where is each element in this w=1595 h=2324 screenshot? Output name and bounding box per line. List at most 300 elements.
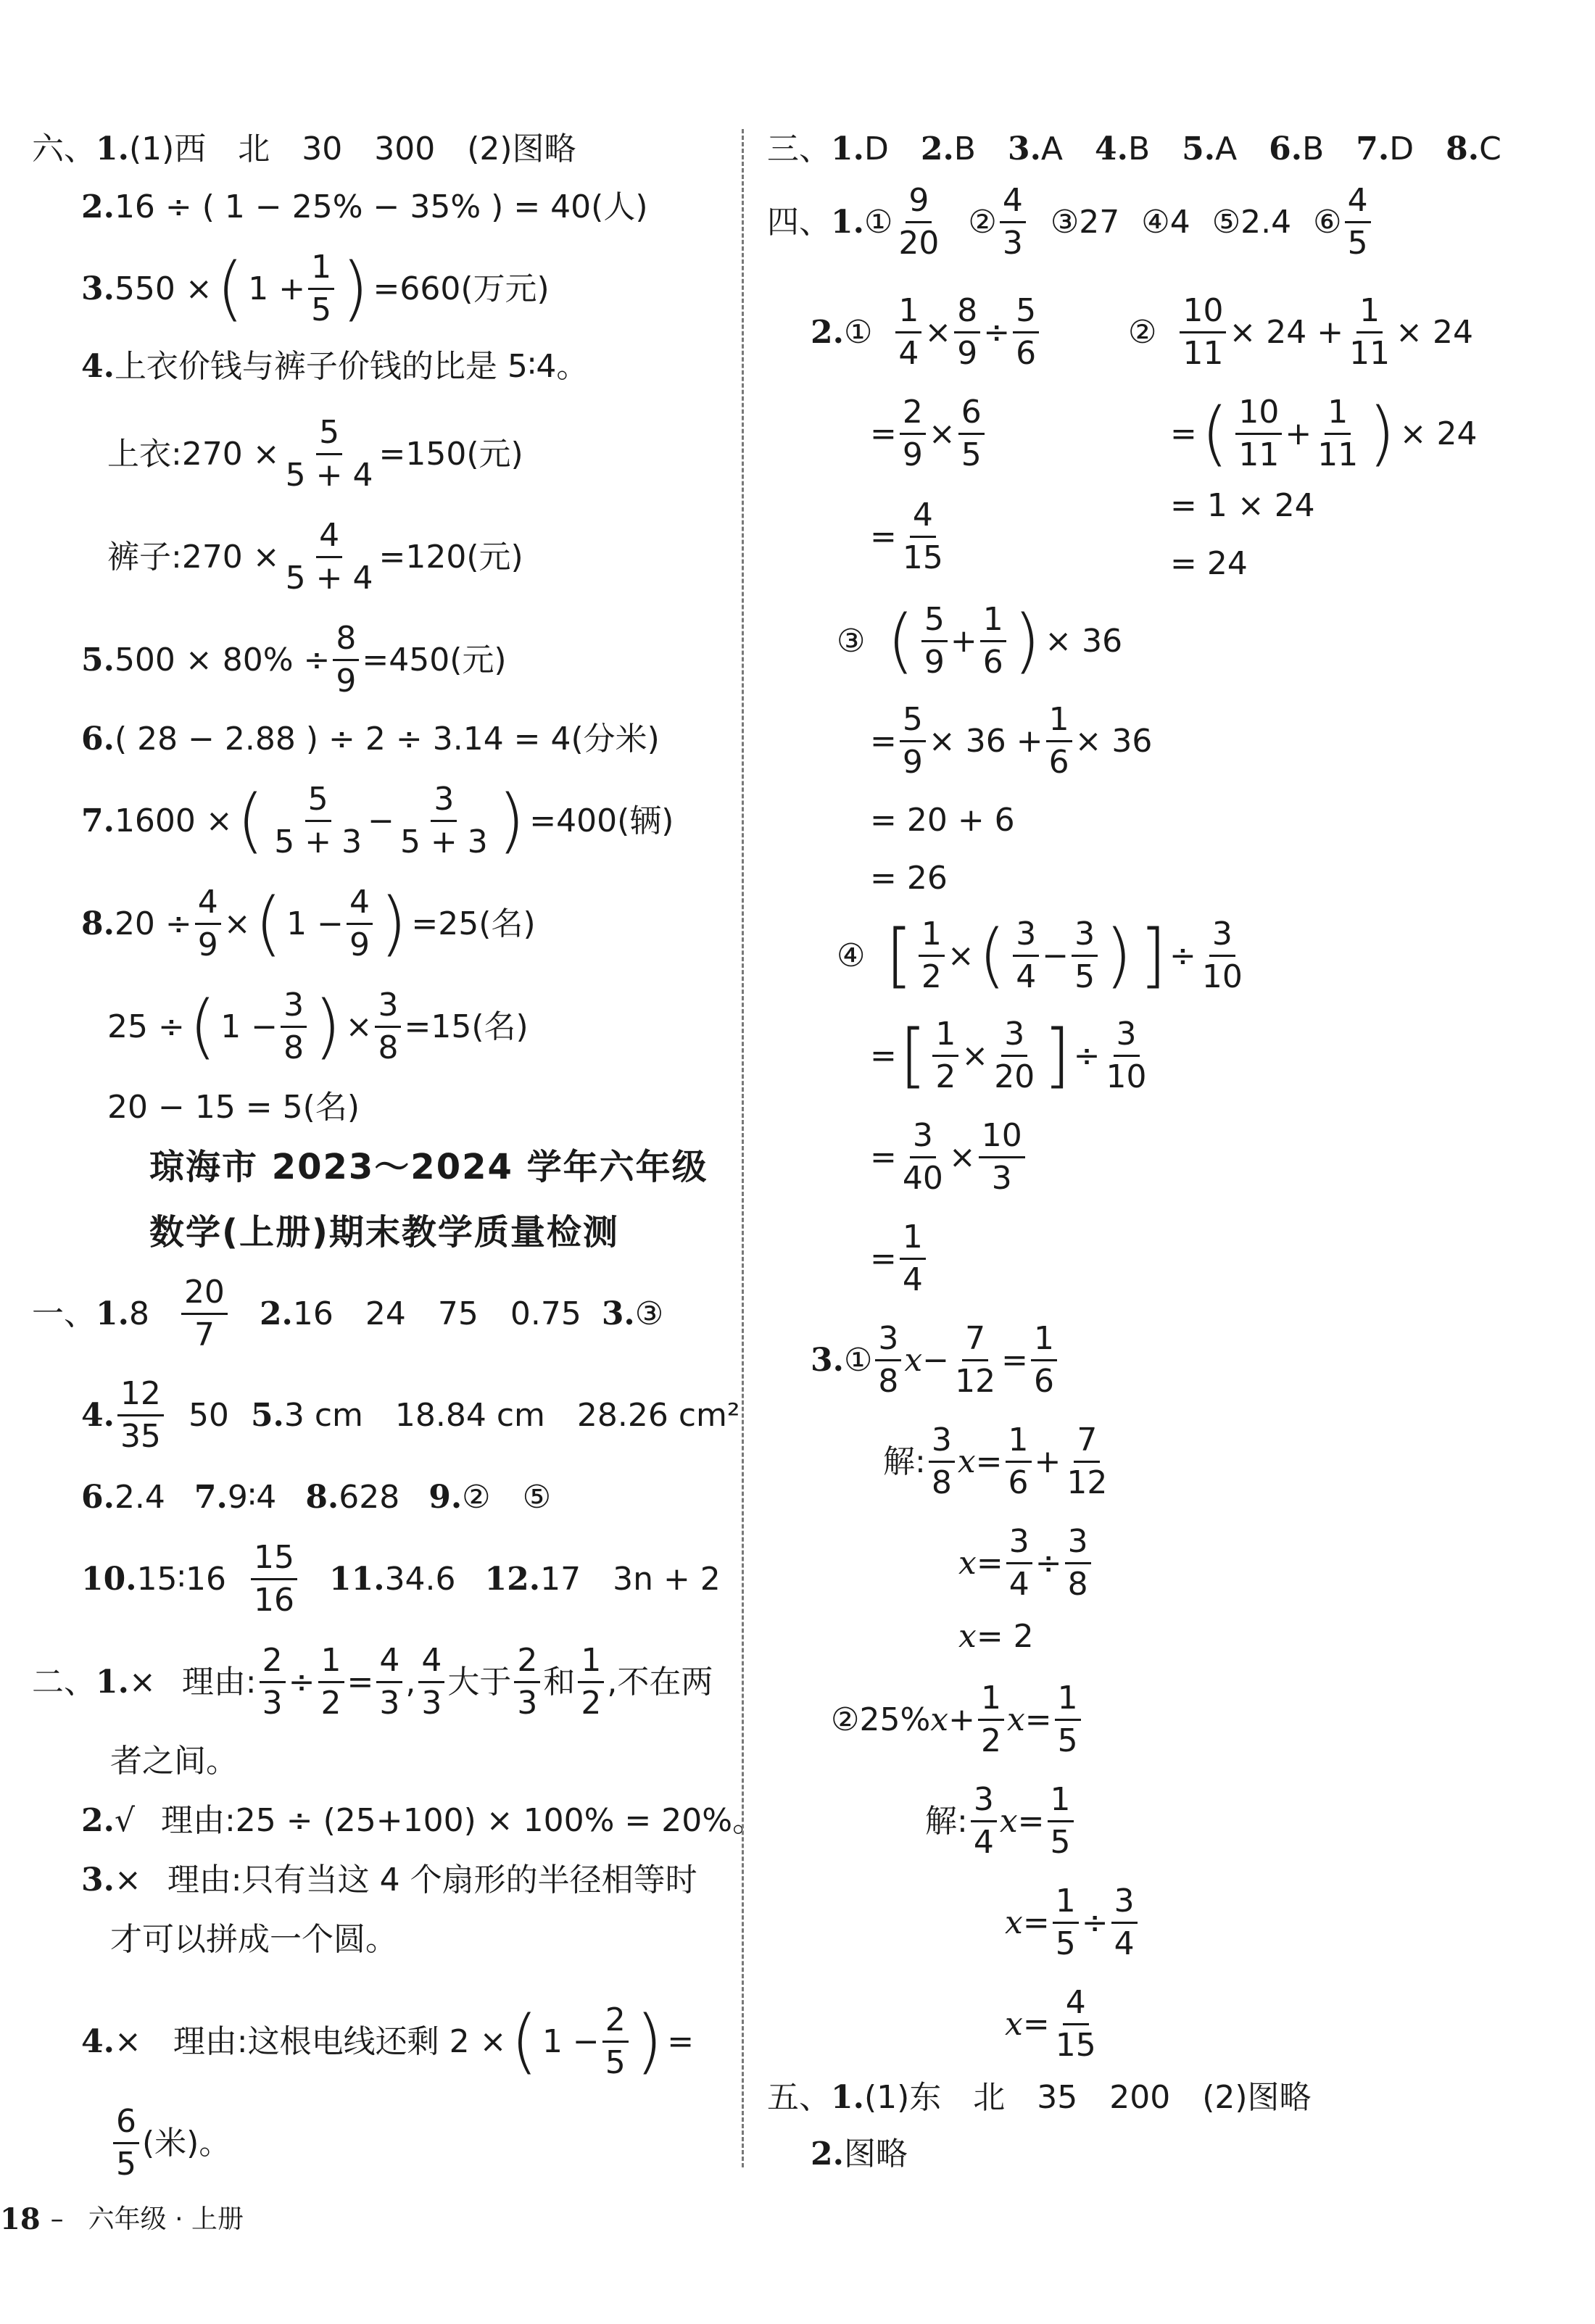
fraction [875,1322,901,1398]
paren-close: ) [1368,393,1396,475]
circle-num: ⑥ [1313,203,1342,241]
question-num: 3. [1007,130,1041,167]
l-p1-line [32,1276,663,1352]
r-q3b-line2 [925,1781,1077,1862]
denominator: 5 + 4 [285,457,373,494]
numerator: 1 [318,1644,344,1683]
fraction [602,2001,629,2082]
exam-title-2 [149,1212,619,1253]
fraction [1048,1781,1074,1862]
expr-text: ÷ [1081,1904,1109,1941]
fraction [900,1117,946,1198]
denominator: 5 + 3 [274,823,362,861]
footer-label: 六年级 · 上册 [88,2204,244,2234]
paren-open: ( [254,883,283,965]
fraction [260,1644,286,1720]
numerator: 15 [251,1541,297,1580]
answer-text: 9∶4 [227,1479,277,1516]
expr-text: = [870,1240,897,1277]
fraction [308,251,334,327]
fraction [117,1375,164,1456]
fraction [1072,918,1098,994]
fraction [283,519,376,595]
numerator: 3 [875,1322,901,1361]
fraction [347,886,373,962]
denominator: 6 [1033,1363,1054,1400]
question-num: 1. [96,1295,129,1332]
r-s5-q1-line [767,2079,1312,2116]
numerator: 4 [1063,1986,1089,2025]
question-num: 6. [1269,130,1303,167]
paren-close: ) [1105,915,1132,997]
expr-text: 1 − [220,1008,278,1045]
circle-num: ② [831,1701,860,1738]
r-q2b-line2 [1170,393,1478,475]
question-num: 6. [81,721,115,758]
bracket-close: ] [1139,915,1167,997]
section-three-head: 三、 [767,130,831,167]
numerator: 2 [260,1644,286,1683]
numerator: 3 [375,989,401,1028]
numerator: 3 [1001,1018,1027,1057]
l-q1-line [32,130,576,167]
question-num: 2. [81,1802,115,1839]
l-j3-line [81,1864,697,1896]
numerator: 3 [1006,1525,1032,1564]
circle-num: ① [843,1341,873,1379]
l-q8-line-3 [107,1089,360,1126]
answer-text: 理由:只有当这 4 个扇形的半径相等时 [167,1862,697,1898]
question-num: 2. [811,313,844,351]
numerator: 6 [958,396,985,435]
fraction [251,1541,297,1617]
expr-text: ÷ [1073,1037,1101,1074]
fraction [113,2105,139,2181]
fraction [397,783,491,859]
question-num: 4. [81,1396,115,1434]
fraction [980,603,1006,679]
fraction [318,1644,344,1720]
answer-text: 16 24 75 0.75 [292,1295,581,1332]
expr-text: = [870,415,897,452]
r-q3a-line4 [958,1618,1034,1655]
denominator: 3 [262,1685,283,1722]
expr-text: 1 − [286,905,344,942]
expr-text: 1 + [248,270,306,307]
fraction [375,989,401,1065]
expr-text: ,不在两 [607,1663,713,1701]
numerator: 5 [1013,294,1039,333]
denominator: 2 [320,1685,341,1722]
l-j4-line [81,2001,695,2083]
denominator: 11 [1349,335,1391,373]
r-q2b-line4 [1170,545,1248,582]
numerator: 4 [195,886,221,925]
numerator: 4 [1000,184,1026,223]
answer-text: 图略 [843,2136,908,2172]
expr-text: = [1017,1802,1045,1840]
expr-text: 25 ÷ [107,1008,185,1045]
fraction [514,1644,540,1720]
numerator: 4 [1345,184,1371,223]
fraction [376,1644,402,1720]
solve-label: 解: [925,1802,968,1840]
expr-text: = [975,1443,1003,1480]
denominator: 40 [902,1160,943,1198]
answer-text: 8 [128,1295,149,1332]
fraction [1053,1986,1099,2062]
variable-x: x [999,1802,1018,1840]
numerator: 2 [900,396,926,435]
answer-text: 3 cm 18.84 cm 28.26 cm² [283,1396,740,1434]
column-divider [742,129,744,2167]
numerator: 5 [900,703,926,742]
fraction [1064,1424,1110,1500]
section-four-head: 四、 [767,203,831,241]
denominator: 20 [994,1058,1035,1096]
page-footer [0,2202,244,2236]
expr-text: 550 × [114,270,212,307]
variable-x: x [958,1618,977,1655]
numerator: 5 [921,603,948,642]
fraction [1103,1018,1150,1094]
expr-text: ÷ [1035,1544,1062,1582]
numerator: 5 [305,783,331,822]
l-j1-cont [110,1743,238,1780]
question-num: 3. [811,1341,844,1379]
fraction [929,1424,955,1500]
r-q2d-line4 [870,1221,929,1297]
numerator: 3 [431,783,457,822]
denominator: 2 [921,958,942,996]
denominator: 5 [1347,225,1368,262]
expr-text: ÷ [1169,937,1196,974]
l-q5-line [81,622,507,698]
expr-text: = [347,1663,374,1701]
expr-text: 500 × 80% ÷ [114,641,331,678]
r-q2d-line3 [870,1117,1028,1198]
l-q2-line [81,188,648,225]
denominator: 4 [1016,958,1037,996]
l-j4-cont [110,2105,231,2181]
fraction [900,499,946,575]
circle-num: ① [843,313,873,351]
fraction [1013,292,1039,373]
answer-text: ( 28 − 2.88 ) ÷ 2 ÷ 3.14 = 4(分米) [114,721,660,758]
expr-text: = 24 [1170,545,1248,582]
choice-answer: B [1127,130,1151,167]
answer-text: 628 [339,1479,400,1516]
fraction [895,292,921,373]
expr-text: =25(名) [411,905,536,942]
numerator: 2 [602,2004,629,2043]
denominator: 3 [517,1685,538,1722]
fraction [281,989,307,1065]
numerator: 4 [347,886,373,925]
expr-text: × 36 + [928,722,1043,760]
denominator: 20 [898,225,940,262]
fraction [195,886,221,962]
question-num: 2. [81,188,115,225]
fraction [1031,1322,1057,1398]
numerator: 20 [181,1276,228,1315]
numerator: 6 [113,2105,139,2144]
denominator: 8 [1067,1566,1088,1603]
answer-text: 17 3n + 2 [540,1560,721,1598]
denominator: 9 [924,644,945,681]
r-q3a-line2 [883,1424,1113,1500]
question-num: 8. [1446,130,1480,167]
denominator: 6 [1016,335,1037,373]
fraction [900,1221,926,1297]
choice-answer: A [1040,130,1063,167]
exam-title-text: 琼海市 2023～2024 学年六年级 [149,1147,708,1187]
answer-text: 才可以拼成一个圆。 [110,1921,397,1958]
r-q2b-line3 [1170,487,1315,524]
denominator: 5 [116,2146,136,2183]
l-q6-line [81,721,660,758]
answer-text: 50 [188,1396,229,1434]
variable-x: x [930,1701,949,1738]
variable-x: x [957,1443,976,1480]
bracket-open: [ [899,1015,927,1097]
expr-text: × [948,1138,976,1176]
r-s4-q1-line [767,184,1374,260]
paren-open: ( [510,2001,538,2083]
section-two-head: 二、 [32,1663,96,1701]
denominator: 4 [898,335,919,373]
denominator: 8 [283,1029,304,1067]
numerator: 1 [1048,1783,1074,1822]
expr-text: + [1034,1443,1061,1480]
denominator: 2 [980,1722,1001,1760]
l-j1-line [32,1644,713,1720]
denominator: 9 [336,663,357,700]
expr-text: , [405,1663,416,1701]
numerator: 4 [910,499,936,538]
circle-num: ① [863,203,893,241]
denominator: 7 [194,1316,215,1354]
expr-text: 1 − [542,2022,600,2060]
fraction [1006,1424,1032,1500]
r-q3b-line1 [831,1682,1084,1758]
denominator: 11 [1238,436,1280,474]
l-p6-line [81,1479,552,1516]
choice-answer: D [863,130,889,167]
judge-mark: × [128,1663,156,1701]
question-num: 2. [920,130,954,167]
denominator: 2 [581,1685,602,1722]
answer-text: 16 ÷ ( 1 − 25% − 35% ) = 40(人) [114,188,648,225]
variable-x: x [904,1341,923,1379]
fraction [1346,292,1393,373]
numerator: 4 [316,519,342,558]
answer-text: 15∶16 [136,1560,226,1598]
l-q7-line [81,780,674,862]
expr-text: 20 ÷ [114,905,192,942]
numerator: 1 [895,294,921,333]
fraction [1314,396,1361,472]
l-q8-line [81,883,536,965]
question-num: 9. [428,1479,463,1516]
fraction [1235,396,1282,472]
numerator: 3 [971,1783,997,1822]
denominator: 16 [254,1582,294,1619]
expr-text: ÷ [983,313,1011,351]
numerator: 2 [514,1644,540,1683]
numerator: 1 [1006,1424,1032,1463]
denominator: 5 [605,2044,626,2082]
r-q2c-line2 [870,703,1152,779]
expr-text: = [870,1037,897,1074]
question-num: 1. [96,130,129,167]
paren-open: ( [216,248,244,330]
expr-text: =120(元) [378,538,523,576]
judge-mark: × [114,1862,141,1898]
denominator: 8 [378,1029,399,1067]
denominator: 10 [1201,958,1243,996]
expr-text: = [1170,415,1197,452]
section-one-head: 一、 [32,1295,96,1332]
numerator: 1 [900,1221,926,1260]
expr-text: × [947,937,974,974]
question-num: 1. [831,130,864,167]
expr-text: ÷ [288,1663,315,1701]
fraction [578,1644,604,1720]
denominator: 10 [1106,1058,1147,1096]
denominator: 12 [1066,1464,1108,1502]
fraction [900,703,926,779]
answer-text: (1)西 北 30 300 (2)图略 [128,130,576,167]
expr-text: − [368,802,394,839]
numerator: 3 [1114,1018,1140,1057]
r-q2a-line2 [870,396,987,472]
r-q2d-line1 [837,915,1248,997]
fraction [1053,1885,1079,1961]
fraction [181,1276,228,1352]
numerator: 10 [1180,294,1226,333]
variable-x: x [958,1544,977,1582]
expr-text: = [1022,2005,1050,2043]
denominator: 4 [902,1261,923,1299]
solve-label: 解: [883,1443,926,1480]
expr-text: = [870,1138,897,1176]
numerator: 4 [418,1644,444,1683]
denominator: 35 [120,1418,161,1456]
question-num: 5. [81,641,115,678]
denominator: 4 [1114,1925,1135,1963]
paren-open: ( [887,600,914,682]
answer-text: 34.6 [384,1560,456,1598]
fraction [900,396,926,472]
denominator: 9 [902,744,923,781]
numerator: 1 [308,251,334,290]
fraction [895,184,942,260]
denominator: 9 [902,436,923,474]
question-num: 10. [81,1560,137,1598]
fraction [1199,918,1246,994]
denominator: 3 [379,1685,400,1722]
expr-text: =150(元) [378,435,523,473]
fraction [1055,1682,1081,1758]
answer-text: (1)东 北 35 200 (2)图略 [863,2079,1312,2116]
paren-close: ) [497,780,526,862]
numerator: 1 [1325,396,1351,435]
l-j3-cont [110,1921,397,1958]
r-q3b-line3 [1005,1885,1140,1961]
numerator: 10 [979,1119,1025,1158]
question-num: 7. [1356,130,1390,167]
question-num: 2. [811,2136,844,2172]
answer-text: ⑤2.4 [1211,203,1292,241]
numerator: 1 [978,1682,1004,1721]
r-s5-q2-line [811,2138,908,2170]
denominator: 5 [311,291,332,329]
question-num: 6. [81,1479,115,1516]
denominator: 9 [197,926,218,964]
paren-close: ) [1013,600,1041,682]
denominator: 12 [955,1363,996,1400]
expr-text: = [976,1544,1003,1582]
expr-text: 裤子:270 × [107,538,280,576]
variable-x: x [1006,1701,1025,1738]
expr-text: × 24 [1396,313,1473,351]
paren-open: ( [236,780,265,862]
choice-answer: B [953,130,976,167]
circle-num: ④ [837,937,866,974]
r-q2b-line1 [1128,292,1473,373]
paren-open: ( [978,915,1006,997]
numerator: 10 [1235,396,1282,435]
expr-text: = [1024,1701,1052,1738]
l-j2-line [81,1802,765,1839]
answer-text: ③ [634,1295,664,1332]
expr-text: × [928,415,956,452]
choice-answer: B [1302,130,1325,167]
numerator: 1 [1053,1885,1079,1924]
denominator: 9 [349,926,370,964]
denominator: 5 [961,436,982,474]
denominator: 11 [1182,335,1224,373]
section-six-head: 六、 [32,130,96,167]
l-q3-line [81,248,550,330]
denominator: 15 [902,539,943,577]
answer-text: 上衣价钱与裤子价钱的比是 5∶4。 [114,348,589,385]
numerator: 1 [919,918,945,957]
paren-close: ) [635,2001,663,2083]
denominator: 5 [1057,1722,1078,1760]
expr-text: × [961,1037,989,1074]
question-num: 11. [329,1560,385,1598]
expr-text: + [948,1701,975,1738]
fraction [1111,1885,1138,1961]
reason-label: 理由: [181,1663,257,1701]
numerator: 3 [1111,1885,1138,1924]
l-p10-line [81,1541,721,1617]
numerator: 7 [962,1322,988,1361]
denominator: 6 [1048,744,1069,781]
numerator: 1 [1031,1322,1057,1361]
denominator: 6 [1008,1464,1029,1502]
denominator: 4 [1008,1566,1030,1603]
numerator: 5 [316,416,342,455]
l-q4-line-3 [107,519,523,595]
numerator: 4 [376,1644,402,1683]
expr-text: × 36 [1045,622,1123,660]
denominator: 3 [991,1160,1012,1198]
paren-open: ( [188,986,217,1068]
question-num: 12. [484,1560,541,1598]
